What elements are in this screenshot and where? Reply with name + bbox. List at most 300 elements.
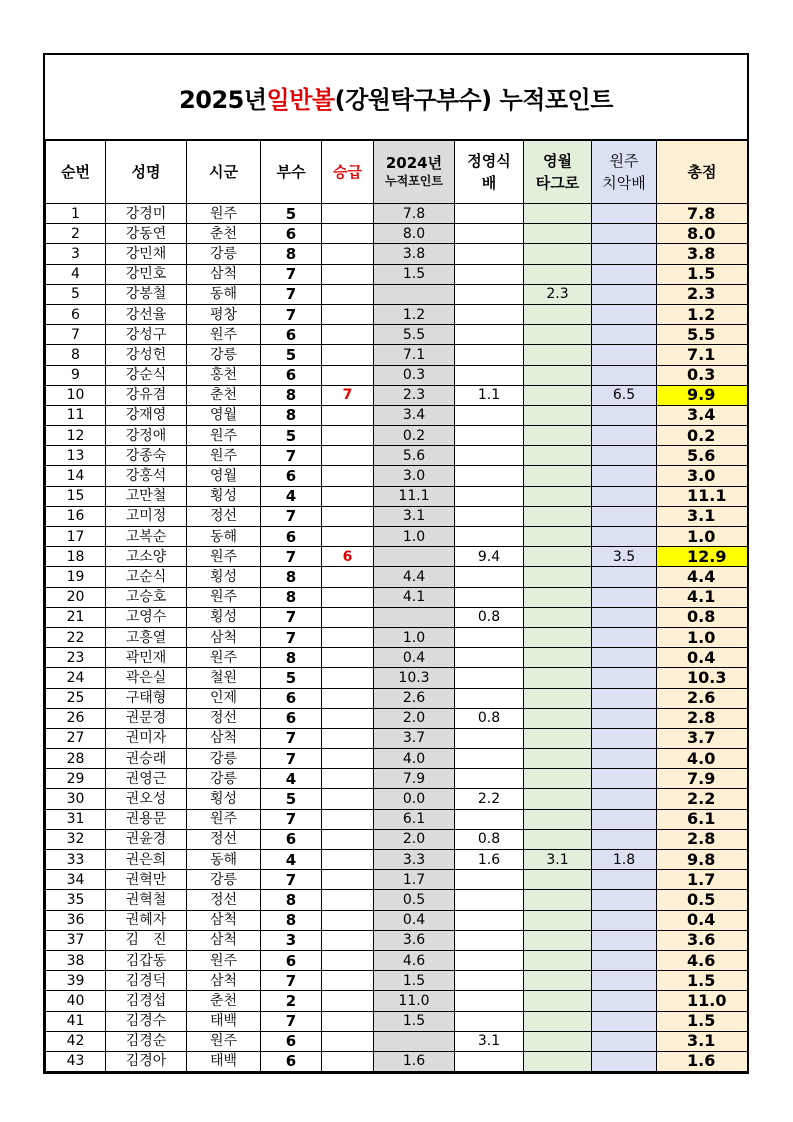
row-total: 2.2 <box>657 789 748 809</box>
row-yw-points <box>524 1051 592 1071</box>
table-row <box>46 466 748 486</box>
row-prev-points: 1.5 <box>374 1011 455 1031</box>
row-name: 강민채 <box>106 244 187 264</box>
row-yw-points <box>524 1011 592 1031</box>
row-total: 4.6 <box>657 950 748 970</box>
row-city: 원주 <box>187 587 261 607</box>
row-rank: 6 <box>261 365 322 385</box>
row-promo <box>322 284 374 304</box>
table-row <box>46 365 748 385</box>
row-promo <box>322 365 374 385</box>
row-yw-points <box>524 708 592 728</box>
row-jy-points: 0.8 <box>455 607 524 627</box>
row-number: 20 <box>46 587 106 607</box>
row-city: 삼척 <box>187 627 261 647</box>
row-prev-points: 5.5 <box>374 325 455 345</box>
row-yw-points <box>524 446 592 466</box>
row-name: 권문경 <box>106 708 187 728</box>
row-rank: 8 <box>261 587 322 607</box>
row-jy-points <box>455 325 524 345</box>
row-number: 9 <box>46 365 106 385</box>
row-total: 7.9 <box>657 769 748 789</box>
table-row <box>46 1031 748 1051</box>
row-yw-points <box>524 950 592 970</box>
row-prev-points: 1.5 <box>374 971 455 991</box>
table-row <box>46 829 748 849</box>
row-promo <box>322 950 374 970</box>
row-yw-points <box>524 930 592 950</box>
row-wj-points <box>592 910 657 930</box>
row-name: 강홍석 <box>106 466 187 486</box>
row-promo <box>322 466 374 486</box>
row-prev-points: 6.1 <box>374 809 455 829</box>
row-rank: 8 <box>261 567 322 587</box>
row-prev-points: 4.4 <box>374 567 455 587</box>
row-jy-points <box>455 486 524 506</box>
row-wj-points <box>592 991 657 1011</box>
row-promo <box>322 648 374 668</box>
row-jy-points <box>455 648 524 668</box>
row-prev-points: 7.1 <box>374 345 455 365</box>
row-number: 4 <box>46 264 106 284</box>
row-total: 1.5 <box>657 971 748 991</box>
row-promo <box>322 991 374 1011</box>
row-prev-points: 11.0 <box>374 991 455 1011</box>
row-jy-points <box>455 426 524 446</box>
table-row <box>46 668 748 688</box>
row-name: 곽민재 <box>106 648 187 668</box>
row-number: 8 <box>46 345 106 365</box>
row-name: 고영수 <box>106 607 187 627</box>
row-name: 권혜자 <box>106 910 187 930</box>
row-yw-points <box>524 405 592 425</box>
row-city: 원주 <box>187 547 261 567</box>
row-name: 김 진 <box>106 930 187 950</box>
row-city: 횡성 <box>187 486 261 506</box>
row-number: 34 <box>46 870 106 890</box>
row-promo <box>322 971 374 991</box>
row-city: 강릉 <box>187 769 261 789</box>
row-promo <box>322 224 374 244</box>
row-jy-points: 1.6 <box>455 850 524 870</box>
table-row <box>46 850 748 870</box>
row-jy-points <box>455 527 524 547</box>
row-total: 3.7 <box>657 728 748 748</box>
row-city: 삼척 <box>187 728 261 748</box>
row-wj-points <box>592 224 657 244</box>
row-name: 권은희 <box>106 850 187 870</box>
row-jy-points <box>455 749 524 769</box>
row-total: 9.8 <box>657 850 748 870</box>
row-yw-points <box>524 648 592 668</box>
header-total: 총점 <box>657 141 748 204</box>
row-jy-points <box>455 809 524 829</box>
row-number: 26 <box>46 708 106 728</box>
row-promo <box>322 587 374 607</box>
row-promo <box>322 1031 374 1051</box>
row-number: 21 <box>46 607 106 627</box>
row-name: 김경섭 <box>106 991 187 1011</box>
row-city: 동해 <box>187 527 261 547</box>
row-total: 9.9 <box>657 385 748 405</box>
row-promo <box>322 749 374 769</box>
row-jy-points <box>455 264 524 284</box>
row-yw-points <box>524 264 592 284</box>
row-promo <box>322 668 374 688</box>
row-promo <box>322 244 374 264</box>
row-prev-points: 0.0 <box>374 789 455 809</box>
row-city: 춘천 <box>187 385 261 405</box>
row-jy-points <box>455 688 524 708</box>
table-row <box>46 648 748 668</box>
row-wj-points <box>592 728 657 748</box>
row-jy-points <box>455 244 524 264</box>
table-row <box>46 991 748 1011</box>
row-promo <box>322 304 374 324</box>
row-wj-points: 1.8 <box>592 850 657 870</box>
row-total: 11.0 <box>657 991 748 1011</box>
row-name: 김경수 <box>106 1011 187 1031</box>
row-total: 3.0 <box>657 466 748 486</box>
row-name: 강동연 <box>106 224 187 244</box>
row-name: 강종숙 <box>106 446 187 466</box>
row-city: 횡성 <box>187 789 261 809</box>
row-yw-points <box>524 304 592 324</box>
row-name: 권영근 <box>106 769 187 789</box>
table-row <box>46 971 748 991</box>
row-promo <box>322 769 374 789</box>
row-promo <box>322 405 374 425</box>
row-city: 삼척 <box>187 971 261 991</box>
row-city: 동해 <box>187 284 261 304</box>
row-wj-points <box>592 890 657 910</box>
row-yw-points <box>524 325 592 345</box>
table-row <box>46 587 748 607</box>
row-promo <box>322 850 374 870</box>
row-wj-points <box>592 809 657 829</box>
row-name: 고소양 <box>106 547 187 567</box>
row-prev-points: 5.6 <box>374 446 455 466</box>
row-name: 구태형 <box>106 688 187 708</box>
row-jy-points <box>455 506 524 526</box>
row-name: 권혁철 <box>106 890 187 910</box>
row-jy-points <box>455 950 524 970</box>
row-number: 19 <box>46 567 106 587</box>
row-number: 42 <box>46 1031 106 1051</box>
row-wj-points <box>592 466 657 486</box>
row-prev-points: 0.5 <box>374 890 455 910</box>
row-total: 2.8 <box>657 829 748 849</box>
row-wj-points <box>592 264 657 284</box>
row-jy-points: 3.1 <box>455 1031 524 1051</box>
table-row <box>46 405 748 425</box>
row-total: 2.6 <box>657 688 748 708</box>
row-city: 강릉 <box>187 244 261 264</box>
row-rank: 5 <box>261 345 322 365</box>
row-wj-points <box>592 506 657 526</box>
row-city: 정선 <box>187 506 261 526</box>
row-rank: 7 <box>261 304 322 324</box>
row-promo <box>322 728 374 748</box>
row-total: 1.5 <box>657 1011 748 1031</box>
row-number: 15 <box>46 486 106 506</box>
row-yw-points <box>524 1031 592 1051</box>
row-wj-points <box>592 587 657 607</box>
row-promo <box>322 506 374 526</box>
table-row <box>46 506 748 526</box>
row-number: 13 <box>46 446 106 466</box>
row-wj-points <box>592 204 657 224</box>
row-prev-points: 3.1 <box>374 506 455 526</box>
row-prev-points: 4.6 <box>374 950 455 970</box>
row-promo <box>322 264 374 284</box>
table-row <box>46 284 748 304</box>
row-jy-points <box>455 405 524 425</box>
header-jy-cup <box>455 141 524 204</box>
row-promo <box>322 910 374 930</box>
row-rank: 7 <box>261 749 322 769</box>
row-rank: 7 <box>261 506 322 526</box>
row-total: 0.4 <box>657 648 748 668</box>
row-total: 4.0 <box>657 749 748 769</box>
row-name: 강성구 <box>106 325 187 345</box>
table-row <box>46 304 748 324</box>
header-row <box>46 141 748 204</box>
header-rank: 부수 <box>261 141 322 204</box>
row-promo <box>322 708 374 728</box>
table-row <box>46 789 748 809</box>
table-row <box>46 244 748 264</box>
row-promo <box>322 446 374 466</box>
row-number: 7 <box>46 325 106 345</box>
row-city: 태백 <box>187 1011 261 1031</box>
row-total: 2.3 <box>657 284 748 304</box>
row-wj-points <box>592 446 657 466</box>
row-prev-points: 2.3 <box>374 385 455 405</box>
row-promo <box>322 426 374 446</box>
table-row <box>46 627 748 647</box>
row-promo <box>322 789 374 809</box>
table-row <box>46 930 748 950</box>
row-rank: 2 <box>261 991 322 1011</box>
row-number: 14 <box>46 466 106 486</box>
row-number: 11 <box>46 405 106 425</box>
row-jy-points: 0.8 <box>455 829 524 849</box>
row-yw-points <box>524 385 592 405</box>
row-yw-points <box>524 527 592 547</box>
row-city: 춘천 <box>187 224 261 244</box>
row-yw-points <box>524 627 592 647</box>
row-yw-points <box>524 910 592 930</box>
row-total: 10.3 <box>657 668 748 688</box>
row-rank: 7 <box>261 627 322 647</box>
row-rank: 8 <box>261 385 322 405</box>
row-yw-points <box>524 769 592 789</box>
row-promo <box>322 829 374 849</box>
table-row <box>46 547 748 567</box>
row-jy-points: 2.2 <box>455 789 524 809</box>
row-rank: 4 <box>261 486 322 506</box>
row-promo <box>322 809 374 829</box>
row-city: 원주 <box>187 648 261 668</box>
row-jy-points: 9.4 <box>455 547 524 567</box>
row-city: 홍천 <box>187 365 261 385</box>
points-table <box>45 140 748 1072</box>
row-wj-points <box>592 405 657 425</box>
row-rank: 8 <box>261 890 322 910</box>
row-name: 권미자 <box>106 728 187 748</box>
table-row <box>46 708 748 728</box>
row-total: 0.2 <box>657 426 748 446</box>
row-name: 강봉철 <box>106 284 187 304</box>
row-yw-points <box>524 971 592 991</box>
points-sheet <box>43 53 749 1074</box>
row-number: 17 <box>46 527 106 547</box>
row-wj-points <box>592 1051 657 1071</box>
row-promo <box>322 627 374 647</box>
row-number: 27 <box>46 728 106 748</box>
row-yw-points <box>524 607 592 627</box>
row-wj-points <box>592 486 657 506</box>
row-jy-points <box>455 1011 524 1031</box>
row-prev-points: 10.3 <box>374 668 455 688</box>
row-rank: 6 <box>261 1051 322 1071</box>
row-total: 2.8 <box>657 708 748 728</box>
row-yw-points <box>524 506 592 526</box>
row-number: 36 <box>46 910 106 930</box>
row-yw-points <box>524 809 592 829</box>
row-number: 38 <box>46 950 106 970</box>
row-rank: 5 <box>261 789 322 809</box>
row-number: 18 <box>46 547 106 567</box>
table-row <box>46 809 748 829</box>
row-jy-points <box>455 365 524 385</box>
row-number: 6 <box>46 304 106 324</box>
row-promo <box>322 870 374 890</box>
row-rank: 7 <box>261 446 322 466</box>
row-jy-points <box>455 567 524 587</box>
row-jy-points <box>455 284 524 304</box>
row-prev-points: 0.4 <box>374 648 455 668</box>
row-city: 영월 <box>187 405 261 425</box>
row-number: 40 <box>46 991 106 1011</box>
row-name: 김경덕 <box>106 971 187 991</box>
table-row <box>46 446 748 466</box>
row-total: 1.6 <box>657 1051 748 1071</box>
row-yw-points: 3.1 <box>524 850 592 870</box>
row-name: 김갑동 <box>106 950 187 970</box>
table-row <box>46 688 748 708</box>
row-name: 권혁만 <box>106 870 187 890</box>
row-jy-points <box>455 224 524 244</box>
row-total: 1.0 <box>657 527 748 547</box>
row-yw-points <box>524 870 592 890</box>
row-number: 5 <box>46 284 106 304</box>
row-rank: 6 <box>261 527 322 547</box>
row-rank: 7 <box>261 547 322 567</box>
row-wj-points <box>592 789 657 809</box>
row-number: 29 <box>46 769 106 789</box>
row-rank: 6 <box>261 1031 322 1051</box>
row-wj-points <box>592 527 657 547</box>
row-rank: 6 <box>261 224 322 244</box>
row-city: 평창 <box>187 304 261 324</box>
row-number: 24 <box>46 668 106 688</box>
row-wj-points <box>592 1031 657 1051</box>
row-jy-points <box>455 204 524 224</box>
row-city: 원주 <box>187 325 261 345</box>
row-prev-points: 0.3 <box>374 365 455 385</box>
row-total: 7.1 <box>657 345 748 365</box>
row-city: 철원 <box>187 668 261 688</box>
row-number: 22 <box>46 627 106 647</box>
row-wj-points <box>592 567 657 587</box>
row-promo <box>322 1051 374 1071</box>
row-city: 횡성 <box>187 567 261 587</box>
row-name: 곽은실 <box>106 668 187 688</box>
row-promo <box>322 325 374 345</box>
row-wj-points <box>592 365 657 385</box>
row-rank: 4 <box>261 850 322 870</box>
row-jy-points <box>455 971 524 991</box>
row-yw-points <box>524 668 592 688</box>
row-number: 25 <box>46 688 106 708</box>
row-number: 35 <box>46 890 106 910</box>
row-wj-points <box>592 244 657 264</box>
row-total: 1.0 <box>657 627 748 647</box>
row-prev-points: 4.1 <box>374 587 455 607</box>
row-city: 원주 <box>187 204 261 224</box>
row-promo <box>322 345 374 365</box>
row-rank: 5 <box>261 668 322 688</box>
table-row <box>46 385 748 405</box>
row-wj-points <box>592 971 657 991</box>
row-wj-points <box>592 325 657 345</box>
table-row <box>46 749 748 769</box>
row-city: 인제 <box>187 688 261 708</box>
row-name: 고승호 <box>106 587 187 607</box>
row-promo: 6 <box>322 547 374 567</box>
row-jy-points: 1.1 <box>455 385 524 405</box>
row-city: 영월 <box>187 466 261 486</box>
row-prev-points <box>374 607 455 627</box>
header-yw-line2: 타그로 <box>535 174 580 192</box>
row-jy-points <box>455 668 524 688</box>
row-jy-points <box>455 446 524 466</box>
row-rank: 6 <box>261 950 322 970</box>
table-row <box>46 910 748 930</box>
row-wj-points <box>592 668 657 688</box>
row-wj-points <box>592 688 657 708</box>
row-prev-points: 3.4 <box>374 405 455 425</box>
sheet-title <box>45 55 747 140</box>
row-prev-points: 3.6 <box>374 930 455 950</box>
header-wj-cup <box>592 141 657 204</box>
header-prev-line1: 2024년 <box>385 154 443 172</box>
row-total: 0.4 <box>657 910 748 930</box>
table-row <box>46 204 748 224</box>
row-rank: 8 <box>261 648 322 668</box>
row-total: 1.7 <box>657 870 748 890</box>
row-total: 0.8 <box>657 607 748 627</box>
row-total: 0.5 <box>657 890 748 910</box>
row-rank: 8 <box>261 244 322 264</box>
row-name: 강선율 <box>106 304 187 324</box>
row-city: 정선 <box>187 829 261 849</box>
row-prev-points: 0.2 <box>374 426 455 446</box>
row-wj-points <box>592 627 657 647</box>
row-prev-points: 1.0 <box>374 627 455 647</box>
